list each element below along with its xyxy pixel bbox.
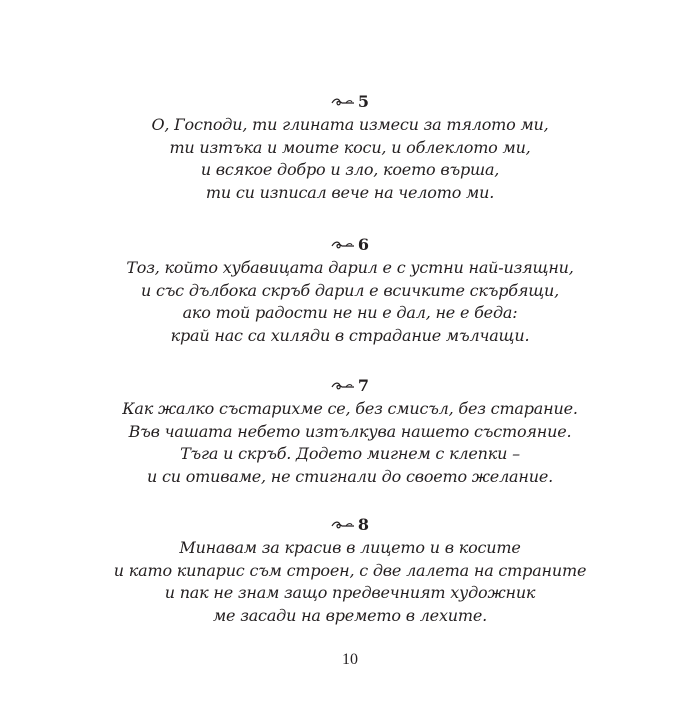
verse-line: и със дълбока скръб дарил е всичките скърбящи,	[140, 280, 560, 300]
verse-line: Минавам за красив в лицето и в косите	[179, 538, 521, 557]
stanza-lines	[0, 537, 700, 627]
stanza-lines	[0, 114, 700, 204]
stanza-marker	[0, 235, 700, 255]
verse-line: край нас са хиляди в страдание мълчащи.	[170, 325, 530, 345]
stanza-7	[0, 376, 700, 488]
scroll-flourish-icon	[331, 239, 355, 251]
verse-line: и си отиваме, не стигнали до своето желание.	[147, 466, 553, 486]
verse-line: ме засади на времето в лехите.	[212, 605, 488, 625]
verse-line: и като кипарис съм строен, с две лалета на страните	[113, 560, 587, 580]
stanza-marker	[0, 515, 700, 535]
verse-line: Във чашата небето изтълкува нашето състояние.	[128, 421, 572, 441]
stanza-6	[0, 235, 700, 347]
verse-line: О, Господи, ти глината измеси за тялото ми,	[151, 115, 549, 134]
stanza-number: 5	[357, 92, 370, 111]
stanza-marker	[0, 92, 700, 112]
verse-line: ти си изписал вече на челото ми.	[205, 182, 495, 202]
verse-line: ако той радости не ни е дал, не е беда:	[182, 303, 518, 322]
stanza-number: 7	[357, 376, 370, 395]
stanza-marker	[0, 376, 700, 396]
stanza-lines	[0, 398, 700, 488]
verse-line: и всякое добро и зло, което върша,	[200, 160, 500, 179]
verse-line: Как жалко състарихме се, без смисъл, без старание.	[122, 399, 578, 418]
stanza-lines	[0, 257, 700, 347]
verse-line: Тъга и скръб. Додето мигнем с клепки –	[180, 444, 520, 463]
scroll-flourish-icon	[331, 519, 355, 531]
verse-line: Тоз, който хубавицата дарил е с устни най-изящни,	[126, 258, 574, 277]
stanza-5	[0, 92, 700, 204]
verse-line: и пак не знам защо предвечният художник	[164, 583, 536, 602]
scroll-flourish-icon	[331, 380, 355, 392]
stanza-8	[0, 515, 700, 627]
page-number: 10	[342, 651, 358, 668]
stanza-number: 8	[357, 515, 370, 534]
stanza-number: 6	[357, 235, 370, 254]
verse-line: ти изтъка и моите коси, и облеклото ми,	[169, 137, 531, 157]
scroll-flourish-icon	[331, 96, 355, 108]
